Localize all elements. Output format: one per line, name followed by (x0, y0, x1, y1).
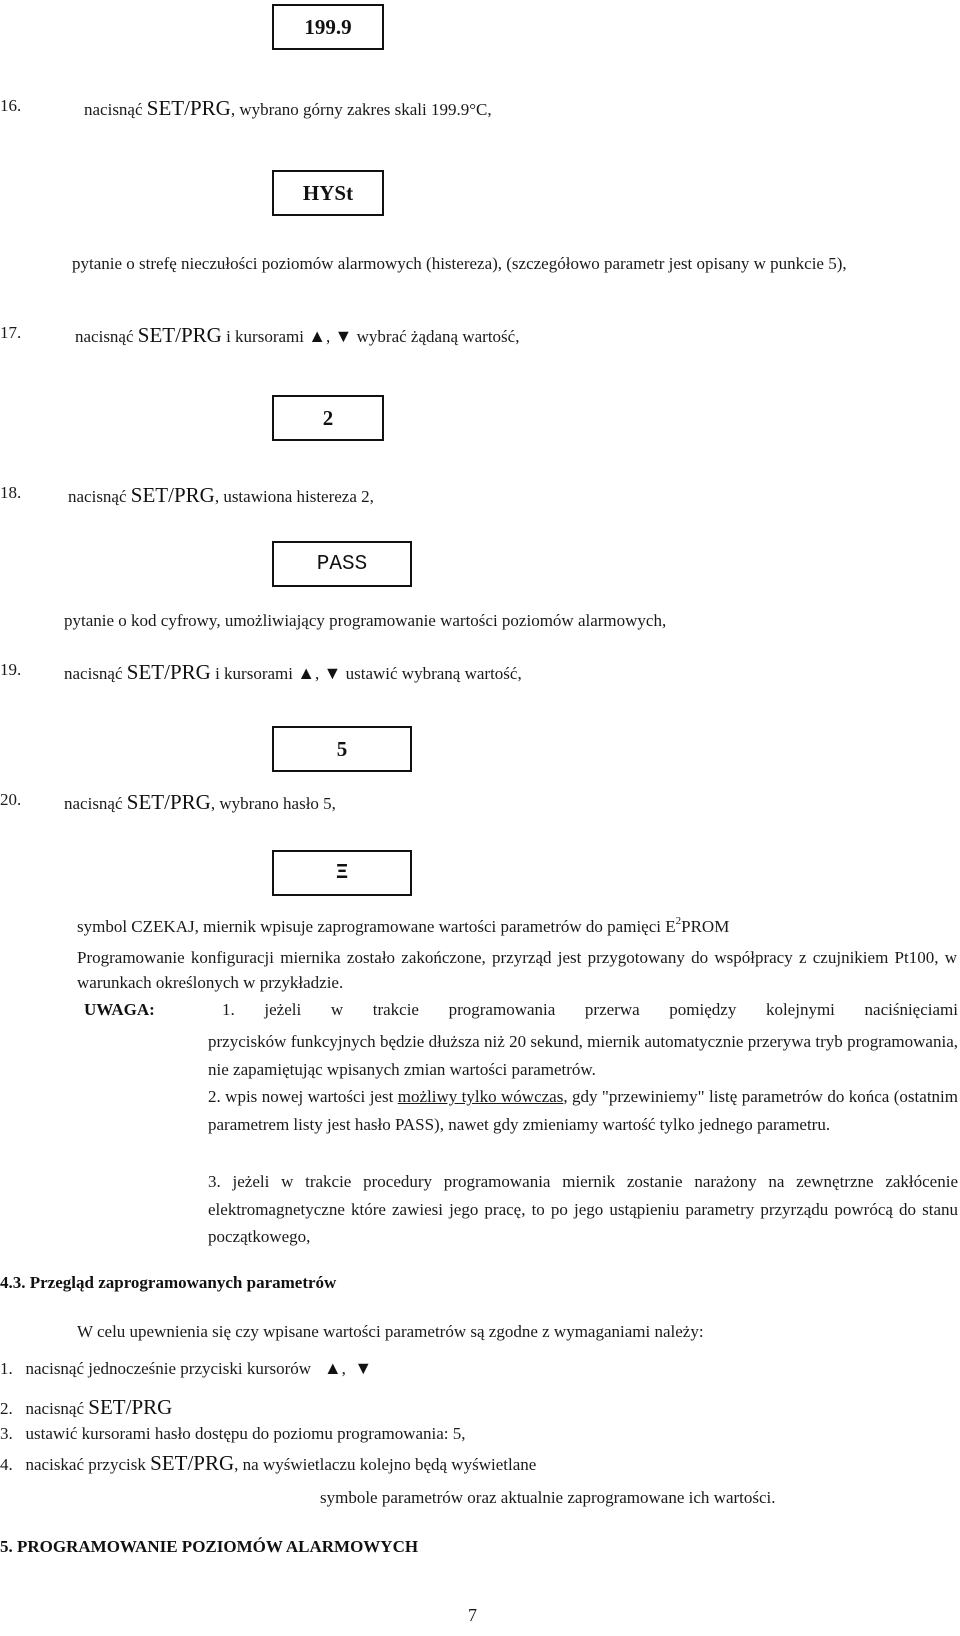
item-number: 3. (0, 1424, 13, 1443)
step-text: , wybrano górny zakres skali 199.9°C, (230, 100, 492, 119)
step-text: i kursorami (210, 664, 298, 683)
step-19 (0, 660, 21, 680)
down-arrow-icon: ▼ (323, 663, 342, 683)
pass-question: pytanie o kod cyfrowy, umożliwiający programowanie wartości poziomów alarmowych, (64, 611, 667, 630)
down-arrow-icon: ▼ (354, 1358, 373, 1378)
step-text: nacisnąć (75, 327, 138, 346)
step-18-text (68, 483, 374, 508)
step-18 (0, 483, 21, 503)
step-number: 20. (0, 790, 22, 809)
step-19-text (64, 660, 522, 685)
step-text: , wybrano hasło 5, (210, 794, 336, 813)
list-item-1 (0, 1358, 372, 1379)
czekaj-text: PROM (681, 917, 730, 936)
step-number: 17. (0, 323, 22, 342)
note-1-rest: przycisków funkcyjnych będzie dłuższa niż 20 sekund, miernik automatycznie przerywa tryb programowania, nie zapamiętując wpisanych zmian wartości parametrów. (208, 1032, 958, 1079)
step-number: 19. (0, 660, 22, 679)
czekaj-text: symbol CZEKAJ, miernik wpisuje zaprogramowane wartości parametrów do pamięci E (77, 917, 676, 936)
display-pass (272, 541, 412, 587)
hyst-question: pytanie o strefę nieczułości poziomów alarmowych (histereza), (szczegółowo parametr jest opisany w punkcie 5), (72, 254, 847, 273)
step-text: nacisnąć (64, 664, 127, 683)
note-1-first-line: 1. jeżeli w trakcie programowania przerwa pomiędzy kolejnymi naciśnięciami (222, 1000, 958, 1019)
page-number: 7 (468, 1605, 477, 1625)
item-number: 1. (0, 1359, 13, 1378)
step-16-text (84, 96, 492, 121)
czekaj-line (77, 917, 729, 937)
note-2 (208, 1083, 958, 1138)
set-prg-key: SET/PRG (130, 483, 215, 507)
set-prg-key: SET/PRG (137, 323, 222, 347)
set-prg-key: SET/PRG (88, 1395, 173, 1419)
note-3: 3. jeżeli w trakcie procedury programowania miernik zostanie narażony na zewnętrzne zakłócenie elektromagnetyczne które zawiesi jego pracę, to po jego ustąpieniu parametry przyrządu powrócą do stanu początkowego, (208, 1172, 958, 1246)
display-5 (272, 726, 412, 772)
item-text: naciskać przycisk (25, 1455, 151, 1474)
uwaga-label: UWAGA: (84, 1000, 155, 1019)
step-number: 16. (0, 96, 22, 115)
step-text: i kursorami (221, 327, 309, 346)
step-text: wybrać żądaną wartość, (352, 327, 520, 346)
section-4-3-intro: W celu upewnienia się czy wpisane wartości parametrów są zgodne z wymaganiami należy: (77, 1322, 704, 1341)
step-20 (0, 790, 21, 810)
display-value: 199.9 (304, 14, 352, 39)
superscript: 2 (675, 915, 682, 927)
up-arrow-icon: ▲ (297, 663, 316, 683)
note-text: 2. wpis nowej wartości jest (208, 1087, 398, 1106)
display-value: Ξ (335, 861, 349, 885)
step-text: ustawić wybraną wartość, (341, 664, 522, 683)
step-text: nacisnąć (64, 794, 127, 813)
display-value: 5 (336, 736, 348, 761)
step-text: nacisnąć (68, 487, 131, 506)
note-underlined: możliwy tylko wówczas (397, 1087, 564, 1106)
item-text: , na wyświetlaczu kolejno będą wyświetlane (234, 1455, 537, 1474)
item-number: 4. (0, 1455, 13, 1474)
set-prg-key: SET/PRG (146, 96, 231, 120)
note-text: , gdy "przewiniemy" listę parametrów do końca (ostatnim parametrem listy jest hasło PASS), nawet gdy zmieniamy wartość tylko jednego parametru. (208, 1087, 958, 1134)
step-number: 18. (0, 483, 22, 502)
step-20-text (64, 790, 336, 815)
display-hyst (272, 170, 384, 216)
config-done: Programowanie konfiguracji miernika zostało zakończone, przyrząd jest przygotowany do współpracy z czujnikiem Pt100, w warunkach określonych w przykładzie. (77, 948, 957, 992)
list-item-3 (0, 1424, 466, 1444)
down-arrow-icon: ▼ (334, 326, 353, 346)
item-text: nacisnąć jednocześnie przyciski kursorów (25, 1359, 316, 1378)
comma: , (341, 1359, 346, 1378)
display-wait-symbol (272, 850, 412, 896)
display-2 (272, 395, 384, 441)
display-value: 2 (322, 405, 334, 430)
step-text: nacisnąć (84, 100, 147, 119)
step-16 (0, 96, 21, 116)
list-item-2 (0, 1395, 172, 1420)
section-5-heading: 5. PROGRAMOWANIE POZIOMÓW ALARMOWYCH (0, 1537, 419, 1556)
display-value: PASS (316, 552, 368, 576)
list-item-4 (0, 1451, 536, 1476)
item-text: ustawić kursorami hasło dostępu do poziomu programowania: 5, (25, 1424, 466, 1443)
set-prg-key: SET/PRG (126, 790, 211, 814)
set-prg-key: SET/PRG (150, 1451, 235, 1475)
step-17-text (75, 323, 519, 348)
list-item-4-continuation: symbole parametrów oraz aktualnie zaprogramowane ich wartości. (320, 1488, 776, 1507)
display-value: HYSt (302, 180, 354, 205)
comma: , (315, 664, 320, 683)
set-prg-key: SET/PRG (126, 660, 211, 684)
section-4-3-heading: 4.3. Przegląd zaprogramowanych parametrów (0, 1273, 337, 1292)
up-arrow-icon: ▲ (323, 1358, 342, 1378)
item-number: 2. (0, 1399, 13, 1418)
item-text: nacisnąć (25, 1399, 89, 1418)
step-17 (0, 323, 21, 343)
comma: , (326, 327, 331, 346)
up-arrow-icon: ▲ (308, 326, 327, 346)
display-199-9 (272, 4, 384, 50)
step-text: , ustawiona histereza 2, (214, 487, 374, 506)
